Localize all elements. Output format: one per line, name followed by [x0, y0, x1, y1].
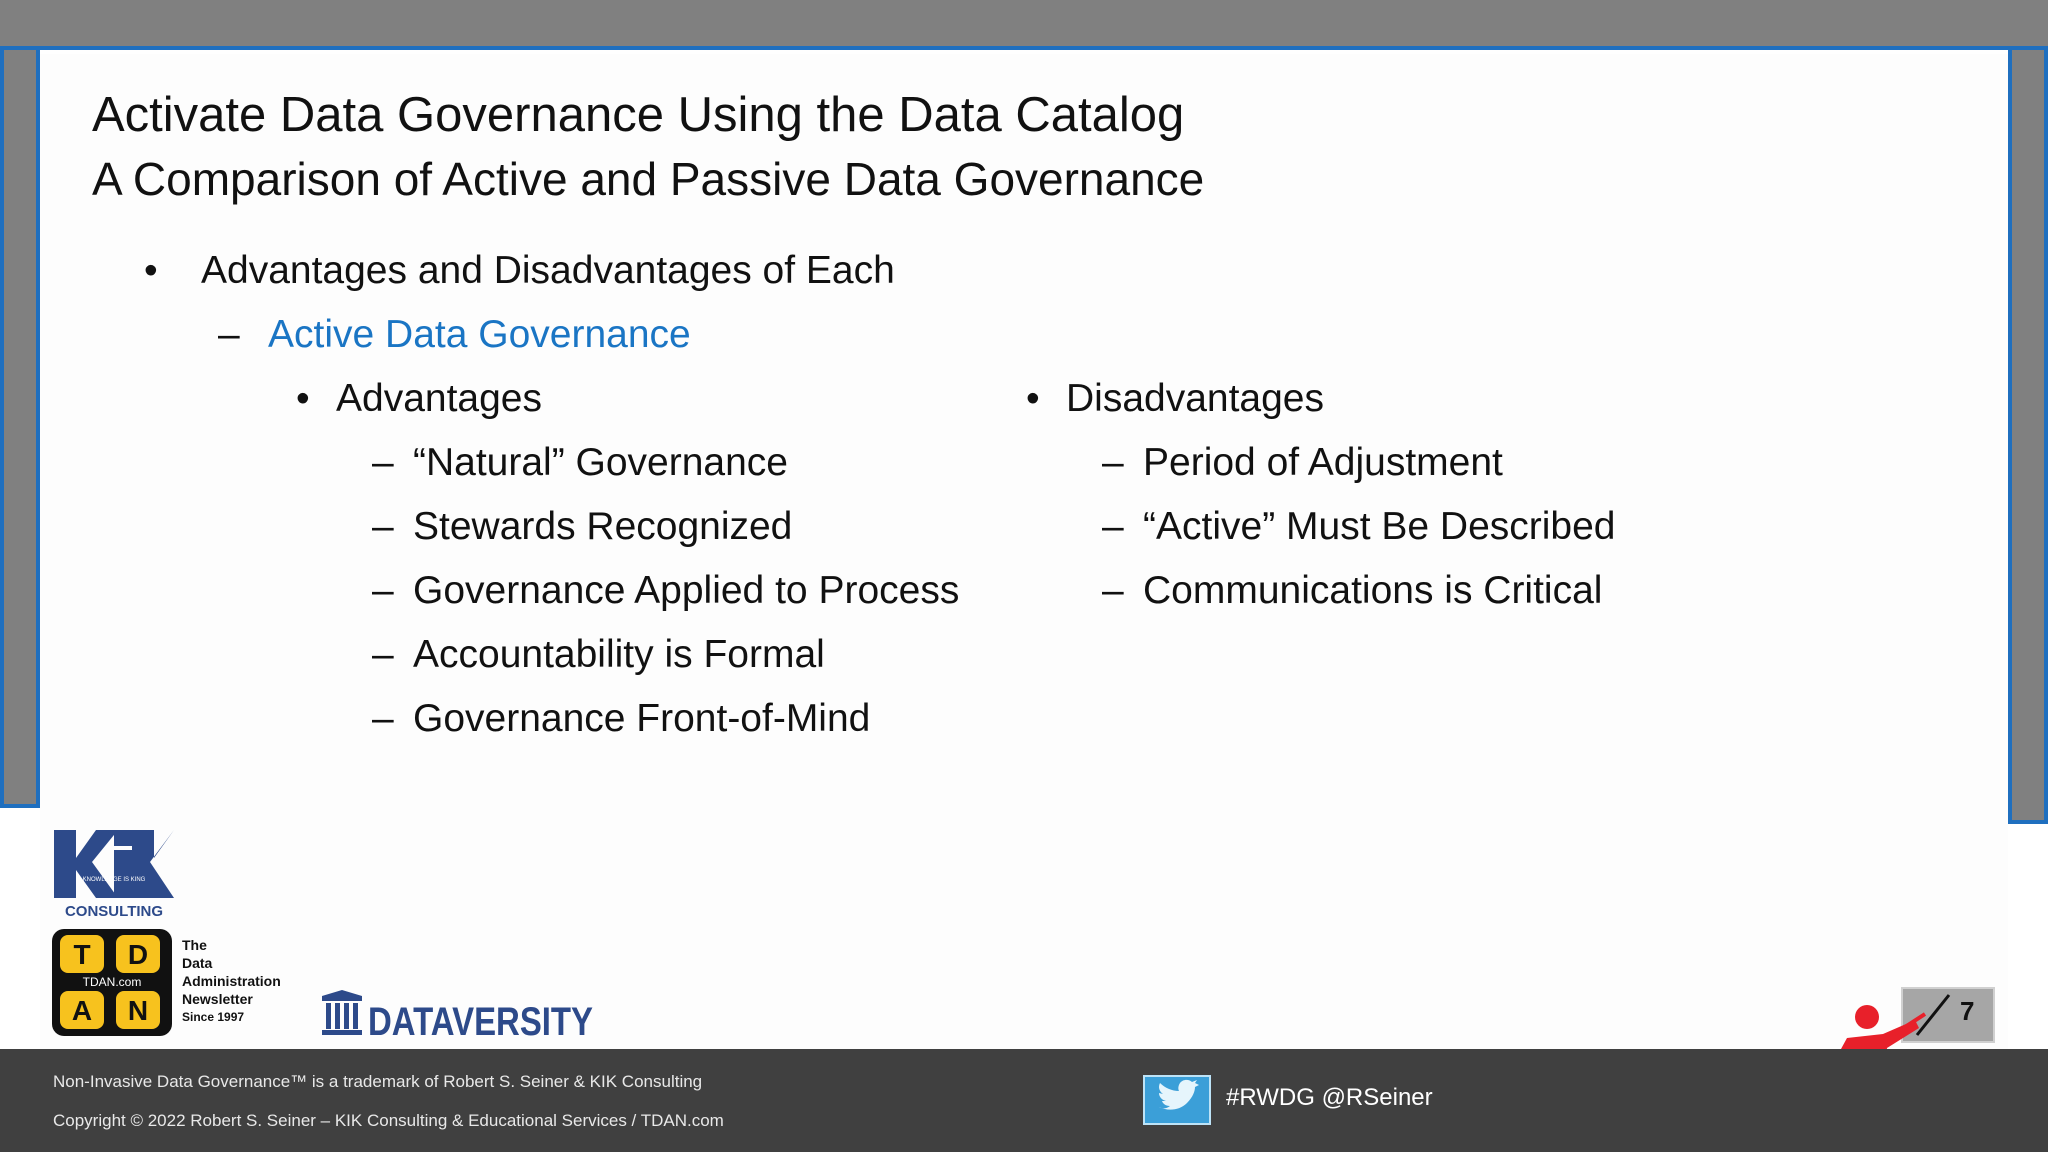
disadvantage-item: “Active” Must Be Described: [1143, 505, 1616, 548]
tdan-letter: D: [127, 939, 149, 970]
dash-marker: –: [1102, 569, 1124, 612]
tdan-url: TDAN.com: [82, 975, 142, 989]
tdan-letter: T: [73, 939, 91, 970]
disadvantage-item: Communications is Critical: [1143, 569, 1603, 612]
dash-marker: –: [372, 633, 394, 676]
twitter-icon: [1143, 1075, 1211, 1125]
advantage-item: Stewards Recognized: [413, 505, 793, 548]
tdan-letter: N: [127, 995, 149, 1026]
tdan-line: Administration: [182, 973, 281, 989]
footer-bar: [0, 1049, 2048, 1152]
dataversity-wordmark: DATAVERSITY: [368, 1000, 594, 1044]
disadvantages-heading: Disadvantages: [1066, 377, 1324, 420]
dash-marker: –: [1102, 441, 1124, 484]
advantage-item: Governance Front-of-Mind: [413, 697, 871, 740]
bullet-marker: •: [296, 377, 310, 420]
kik-tagline: KNOWLEDGE IS KING: [82, 877, 146, 883]
dash-marker: –: [372, 441, 394, 484]
slide-subtitle: A Comparison of Active and Passive Data Governance: [92, 153, 1205, 205]
footer-copyright: Copyright © 2022 Robert S. Seiner – KIK Consulting & Educational Services / TDAN.com: [53, 1111, 724, 1130]
bullet-marker: •: [144, 249, 158, 292]
social-handle: #RWDG @RSeiner: [1226, 1084, 1433, 1111]
footer-trademark: Non-Invasive Data Governance™ is a trademark of Robert S. Seiner & KIK Consulting: [53, 1072, 703, 1091]
advantage-item: Governance Applied to Process: [413, 569, 960, 612]
page-number: 7: [1960, 996, 1975, 1026]
disadvantage-item: Period of Adjustment: [1143, 441, 1503, 484]
advantage-item: Accountability is Formal: [413, 633, 825, 676]
left-frame-bar: [0, 50, 40, 808]
kik-consulting-logo: [52, 828, 177, 920]
bullet-level1: Advantages and Disadvantages of Each: [201, 249, 895, 292]
slide-title: Activate Data Governance Using the Data Catalog: [92, 88, 1185, 142]
dash-marker: –: [1102, 505, 1124, 548]
bullet-level2: Active Data Governance: [268, 313, 691, 356]
tdan-line: The: [182, 937, 207, 953]
bullet-marker: •: [1026, 377, 1040, 420]
dash-marker: –: [218, 313, 240, 356]
tdan-line: Newsletter: [182, 991, 253, 1007]
tdan-line: Data: [182, 955, 213, 971]
dash-marker: –: [372, 569, 394, 612]
tdan-logo: [52, 929, 172, 1036]
tdan-line: Since 1997: [182, 1010, 245, 1024]
advantages-heading: Advantages: [336, 377, 542, 420]
dash-marker: –: [372, 697, 394, 740]
tdan-description: [182, 936, 281, 1026]
dataversity-logo: [320, 990, 600, 1044]
dash-marker: –: [372, 505, 394, 548]
advantage-item: “Natural” Governance: [413, 441, 788, 484]
kik-consulting-text: CONSULTING: [64, 903, 164, 920]
right-frame-bar: [2008, 50, 2048, 824]
top-frame-bar: [0, 0, 2048, 50]
tdan-letter: A: [71, 995, 93, 1026]
